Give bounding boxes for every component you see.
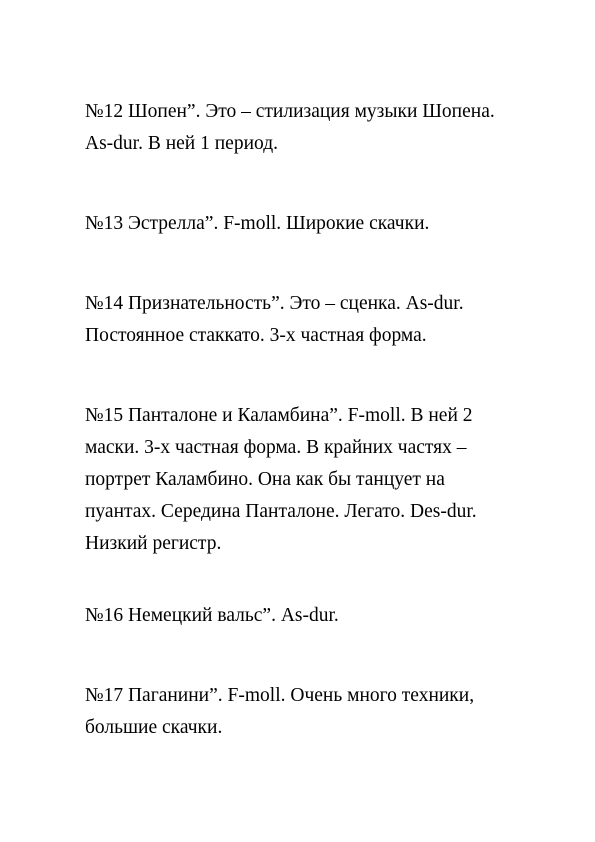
text-line: портрет Каламбино. Она как бы танцует на bbox=[85, 469, 445, 490]
text-line: маски. 3-х частная форма. В крайних частях – bbox=[85, 437, 467, 458]
paragraph-no13-estrella bbox=[85, 208, 555, 240]
text-line: №15 Панталоне и Каламбина”. F-moll. В ней 2 bbox=[85, 405, 473, 426]
text-line: большие скачки. bbox=[85, 717, 223, 738]
paragraph-no17-paganini bbox=[85, 680, 555, 744]
text-line: №14 Признательность”. Это – сценка. As-dur. bbox=[85, 293, 464, 314]
text-line: Низкий регистр. bbox=[85, 533, 222, 554]
paragraph-no15-pantalone-colombina bbox=[85, 400, 555, 560]
text-line: №17 Паганини”. F-moll. Очень много техники, bbox=[85, 685, 475, 706]
paragraph-no14-gratitude bbox=[85, 288, 555, 352]
text-line: №12 Шопен”. Это – стилизация музыки Шопена. bbox=[85, 101, 495, 122]
paragraph-no12-chopin bbox=[85, 96, 555, 160]
text-line: Постоянное стаккато. 3-х частная форма. bbox=[85, 325, 427, 346]
text-line: №16 Немецкий вальс”. As-dur. bbox=[85, 605, 339, 626]
text-line: пуантах. Середина Панталоне. Легато. Des-dur. bbox=[85, 501, 477, 522]
text-line: As-dur. В ней 1 период. bbox=[85, 133, 279, 154]
paragraph-no16-german-waltz bbox=[85, 600, 555, 632]
text-line: №13 Эстрелла”. F-moll. Широкие скачки. bbox=[85, 213, 430, 234]
